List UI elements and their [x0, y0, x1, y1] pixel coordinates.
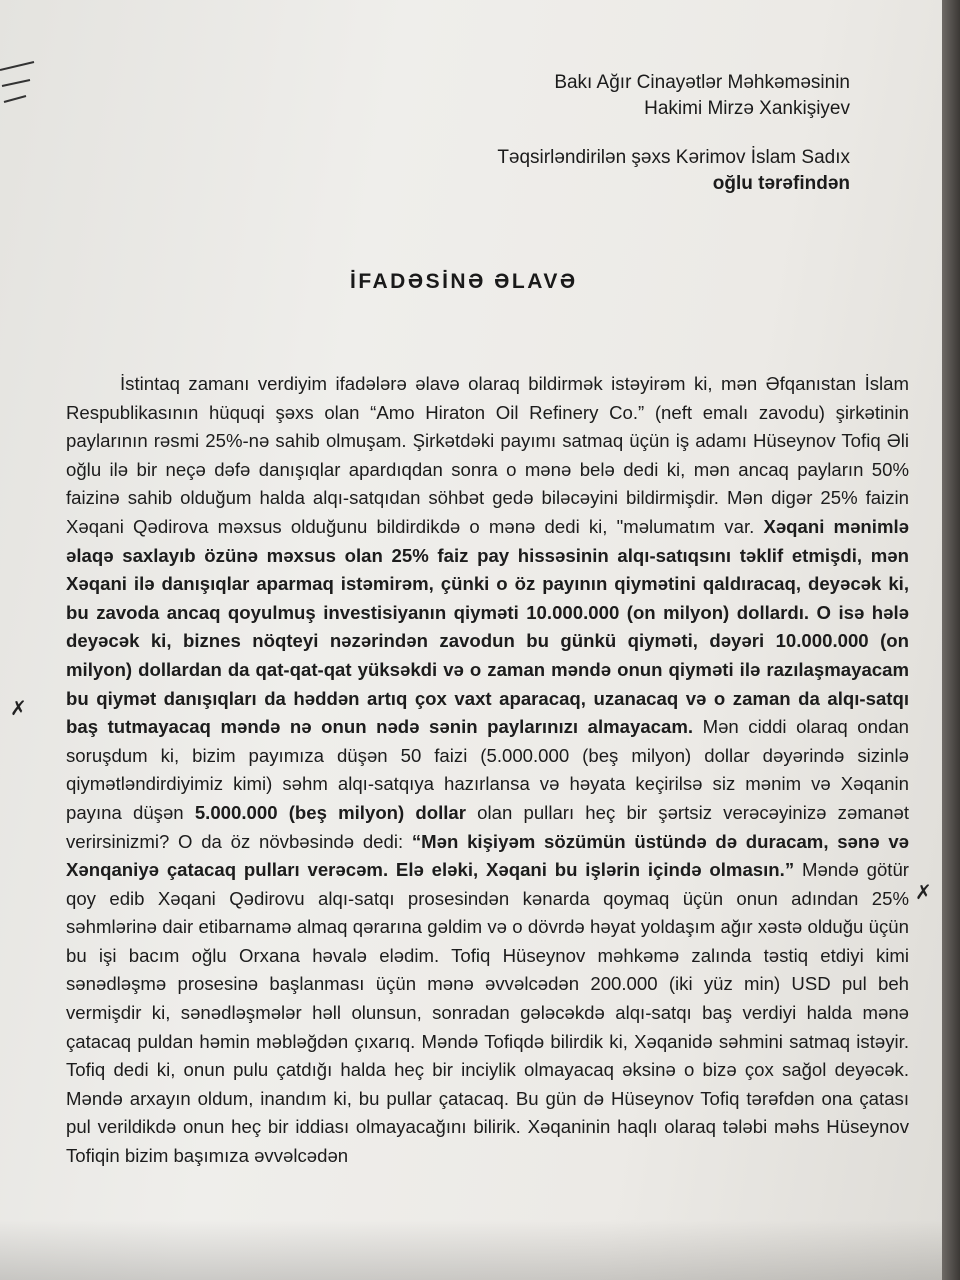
- body-bold-quote: “Mən kişiyəm sözümün üstündə də duracam, sənə və Xənqaniyə çatacaq pulları verəcəm. Elə eləki, Xəqani bu işlərin içində olmasın.”: [66, 830, 909, 881]
- body-text-segment: Məndə götür qoy edib Xəqani Qədirovu alqı-satqı prosesindən kənarda qoymaq üçün onun adından 25% səhmlərinə dair etibarnamə almaq qərarına gəldim və o dövrdə həyat yoldaşım ağır xəstə olduğu üçün bu işi bacım oğlu Orxana həvalə elədim. Tofiq Hüseynov məhkəmə zalında təstiq etdiyi kimi sənədləşmə prosesinə başlanması üçün mənə əvvəlcədən 200.000 (iki yüz min) USD pul beh vermişdir ki, sənədləşmələr həll olunsun, sonradan gələcəkdə alqı-satqı baş verdiyi halda mənə çatacaq puldan həmin məbləğdən çıxarıq. Məndə Tofiqdə bilirdik ki, Xəqanidə səhmini satmaq istəyir. Tofiq dedi ki, onun pulu çatdığı halda heç bir inciylik olmayacaq əksinə o bizə çox sağol deyəcək. Məndə arxayın oldum, inandım ki, bu pullar çatacaq. Bu gün də Hüseynov Tofiq tərəfdən ona çatası pul verildikdə onun heç bir iddiası olmayacağını bilirik. Xəqaninin haqlı olaraq tələbi məhs Hüseynov Tofiqin bizim başımıza əvvəlcədən: [66, 859, 909, 1167]
- page-edge-shadow: [942, 0, 960, 1280]
- document-title: İFADƏSİNƏ ƏLAVƏ: [350, 270, 578, 293]
- body-text-segment: Mən ciddi olaraq ondan soruşdum ki, bizim payımıza düşən 50 faizi (5.000.000 (beş milyon) dollar dəyərində sizinlə qiymətləndirdiyimiz kimi) səhm alqı-satqıya hazırlansa və həyata keçirilsə siz mənim və Xəqanin payına düşən: [66, 716, 910, 823]
- sender-block: [497, 145, 850, 197]
- sender-suffix: oğlu tərəfindən: [712, 173, 850, 194]
- recipient-block: [554, 70, 850, 122]
- recipient-judge: Hakimi Mirzə Xankişiyev: [644, 98, 850, 119]
- margin-x-mark: ✗: [915, 880, 932, 904]
- body-bold-segment: Xəqani mənimlə əlaqə saxlayıb özünə məxsus olan 25% faiz pay hissəsinin alqı-satıqsını təklif etmişdi, mən Xəqani ilə danışıqlar aparmaq istəmirəm, çünki o öz payının qiymətini qaldıracaq, deyəcək ki, bu zavoda ancaq qoyulmuş investisiyanın qiyməti 10.000.000 (on milyon) dollardı.: [66, 515, 909, 623]
- body-paragraph: [66, 370, 909, 1171]
- body-text-segment: olan pulları heç bir şərtsiz verəcəyinizə zəmanət verirsinizmi? O da öz növbəsində dedi:: [66, 801, 909, 852]
- margin-x-mark: ✗: [10, 696, 27, 720]
- recipient-court: Bakı Ağır Cinayətlər Məhkəməsinin: [554, 72, 850, 93]
- photo-shadow: [0, 1220, 942, 1280]
- body-text-segment: İstintaq zamanı verdiyim ifadələrə əlavə olaraq bildirmək istəyirəm ki, mən Əfqanıstan İslam Respublikasının hüquqi şəxs olan “Amo Hiraton Oil Refinery Co.” (neft emalı zavodu) şirkətinin paylarının rəsmi 25%-nə sahib olmuşam. Şirkətdəki payımı satmaq üçün iş adamı Hüseynov Tofiq Əli oğlu ilə bir neçə dəfə danışıqlar apardıqdan sonra o mənə belə dedi ki, mən ancaq payların 50% faizinə sahib olduğum halda alqı-satqıdan söhbət gedə biləcəyini bildirmişdir. Mən digər 25% faizin Xəqani Qədirova məxsus olduğunu bildirdikdə o mənə dedi ki, "məlumatım var.: [66, 373, 909, 537]
- sender-name: Təqsirləndirilən şəxs Kərimov İslam Sadıx: [497, 147, 850, 168]
- body-bold-amount: 5.000.000 (beş milyon) dollar: [194, 801, 467, 823]
- body-bold-segment: O isə hələ deyəcək ki, biznes nöqteyi nəzərindən zavodun bu günkü qiyməti, dəyəri 10.000.000 (on milyon) dollardan da qat-qat-qat yüksəkdi və o zaman məndə onun qiyməti ilə razılaşmayacam bu qiymət danışıqları da həddən artıq çox vaxt aparacaq, uzanacaq və o zaman da alqı-satqı baş tutmayacaq məndə nə onun nədə sənin paylarınızı almayacam.: [66, 601, 909, 738]
- document-body: [66, 370, 909, 1171]
- pen-scribble-mark: [0, 50, 40, 120]
